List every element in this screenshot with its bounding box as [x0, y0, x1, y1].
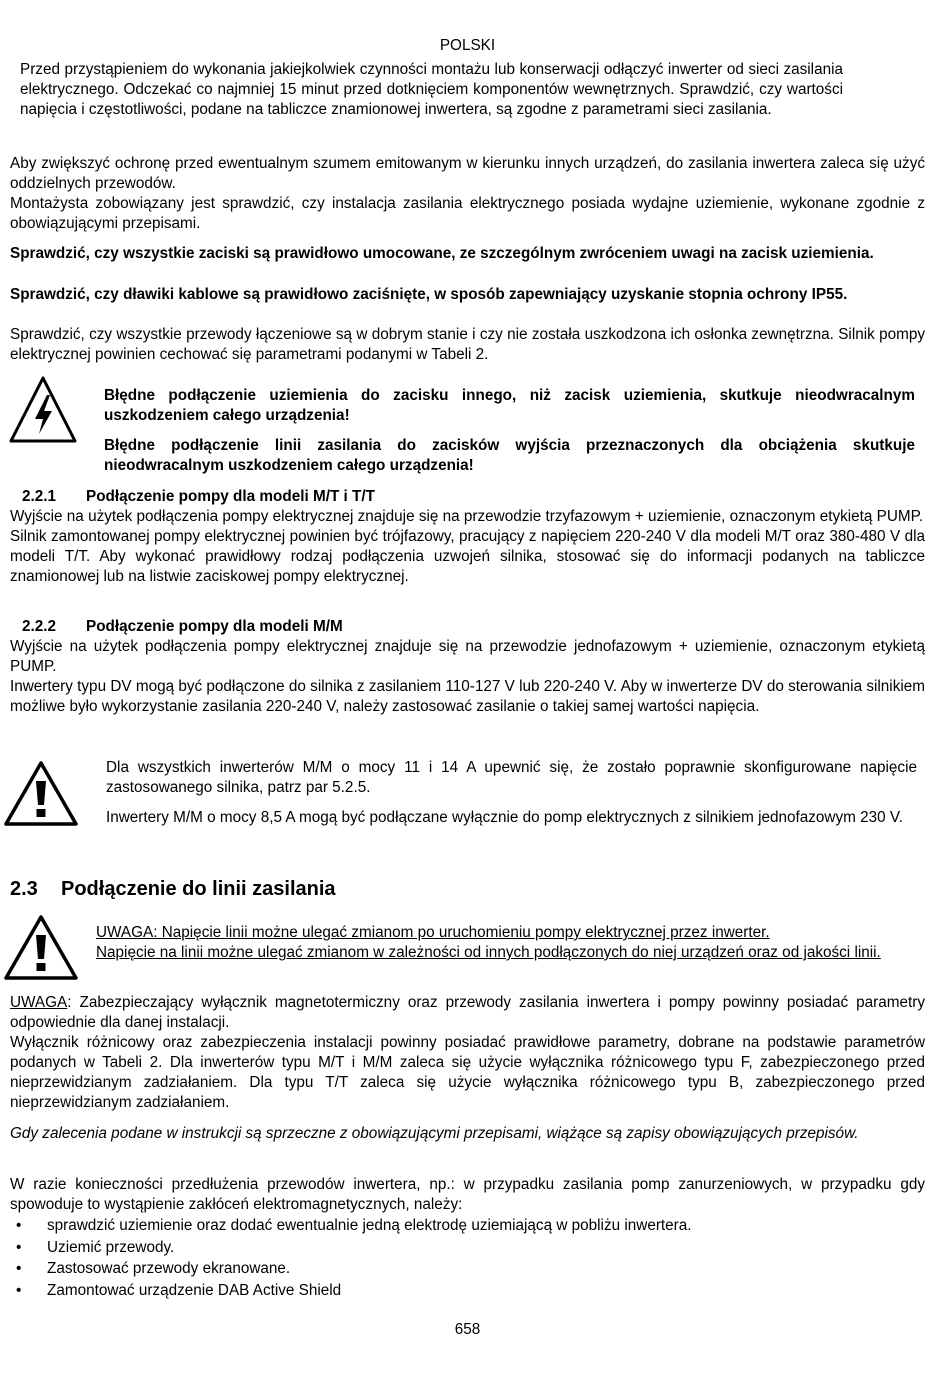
- list-item: • Uziemić przewody.: [10, 1237, 925, 1259]
- warning-icon: [3, 758, 79, 828]
- page-header-language: POLSKI: [439, 37, 496, 54]
- warning-1-text-1: Dla wszystkich inwerterów M/M o mocy 11 i 14 A upewnić się, że zostało poprawnie skonfigurowane napięcie zastosowanego silnika, patrz par 5.2.5.: [106, 759, 917, 796]
- grounding-text: Montażysta zobowiązany jest sprawdzić, czy instalacja zasilania elektrycznego posiada wydajne uziemienie, wykonane zgodnie z obowiązującymi przepisami.: [10, 195, 925, 232]
- extension-bullet-list: [10, 1215, 925, 1301]
- page-number: 658: [454, 1321, 481, 1338]
- bullet-icon: •: [16, 1281, 22, 1299]
- list-item: • Zastosować przewody ekranowane.: [10, 1258, 925, 1280]
- warning-icon: [3, 912, 79, 982]
- section-title-2-3: Podłączenie do linii zasilania: [61, 878, 336, 900]
- intro-paragraph: Przed przystąpieniem do wykonania jakiejkolwiek czynności montażu lub konserwacji odłączyć inwerter od sieci zasilania elektrycznego. Odczekać co najmniej 15 minut przed dotknięciem komponentów wewnętrznych. Sprawdzić, czy wartości napięcia i częstotliwości, podane na tabliczce znamionowej inwertera, są zgodne z parametrami sieci zasilania.: [20, 61, 843, 118]
- noise-text: Aby zwiększyć ochronę przed ewentualnym szumem emitowanym w kierunku innych urządzeń, do zasilania inwertera zaleca się użyć oddzielnych przewodów.: [10, 155, 925, 192]
- bold-terminal-check: Sprawdzić, czy wszystkie zaciski są prawidłowo umocowane, ze szczególnym zwróceniem uwagi na zacisk uziemienia.: [10, 245, 874, 262]
- bullet-icon: •: [16, 1238, 22, 1256]
- single-phase-output-text: Wyjście na użytek podłączenia pompy elektrycznej znajduje się na przewodzie jednofazowym + uziemienie, oznaczonym etykietą PUMP.: [10, 638, 925, 675]
- section-2-2-2-body: [10, 637, 925, 717]
- section-number-2-2-1: 2.2.1: [22, 488, 57, 505]
- dv-inverter-text: Inwertery typu DV mogą być podłączone do silnika z zasilaniem 110-127 V lub 220-240 V. Aby w inwerterze DV do sterowania silnikiem możliwe było wykorzystanie zasilania 220-240 V, należy zastosować zasilanie o takiej samej wartości napięcia.: [10, 678, 925, 715]
- electric-warning-text-1: Błędne podłączenie uziemienia do zacisku innego, niż zacisk uziemienia, skutkuje nieodwracalnym uszkodzeniem całego urządzenia!: [104, 387, 915, 424]
- bullet-icon: •: [16, 1217, 22, 1234]
- warning-2-text-1: UWAGA: Napięcie linii możne ulegać zmianom po uruchomieniu pompy elektrycznej przez inwerter.: [96, 924, 770, 941]
- three-phase-motor-text: Silnik zamontowanej pompy elektrycznej powinien być trójfazowy, pracujący z napięciem 220-240 V dla modeli M/T oraz 380-480 V dla modeli T/T. Aby wykonać prawidłowy rodzaj podłączenia uzwojeń silnika, stosować się do informacji podanych na tabliczce znamionowej lub na listwie zaciskowej pompy elektrycznej.: [10, 528, 925, 585]
- section-title-2-2-1: Podłączenie pompy dla modeli M/T i T/T: [86, 488, 375, 505]
- bold-cable-gland-check: Sprawdzić, czy dławiki kablowe są prawidłowo zaciśnięte, w sposób zapewniający uzyskanie stopnia ochrony IP55.: [10, 286, 848, 303]
- regulations-note: Gdy zalecenia podane w instrukcji są sprzeczne z obowiązującymi przepisami, wiążące są zapisy obowiązujących przepisów.: [10, 1125, 859, 1142]
- bullet-icon: •: [16, 1260, 22, 1277]
- list-item: • sprawdzić uziemienie oraz dodać ewentualnie jedną elektrodę uziemiającą w pobliżu inwertera.: [10, 1215, 925, 1237]
- uwaga-paragraph: [10, 993, 925, 1033]
- electric-hazard-icon: [8, 375, 78, 445]
- electric-warning-text-2: Błędne podłączenie linii zasilania do zacisków wyjścia przeznaczonych dla obciążenia skutkuje nieodwracalnym uszkodzeniem całego urządzenia!: [104, 437, 915, 474]
- noise-paragraph: [10, 154, 925, 234]
- warning-1-text-2: Inwertery M/M o mocy 8,5 A mogą być podłączane wyłącznie do pomp elektrycznych z silnikiem jednofazowym 230 V.: [106, 809, 903, 826]
- section-2-2-1-body: [10, 507, 925, 587]
- section-number-2-2-2: 2.2.2: [22, 618, 57, 635]
- warning-2-text-2: Napięcie na linii możne ulegać zmianom w zależności od innych podłączonych do niej urządzeń oraz od jakości linii.: [96, 944, 881, 961]
- extension-paragraph: W razie konieczności przedłużenia przewodów inwertera, np.: w przypadku zasilania pomp zanurzeniowych, w przypadku gdy spowoduje to wystąpienie zakłóceń elektromagnetycznych, należy:: [10, 1176, 925, 1213]
- pump-output-text: Wyjście na użytek podłączenia pompy elektrycznej znajduje się na przewodzie trzyfazowym + uziemienie, oznaczonym etykietą PUMP.: [10, 508, 924, 525]
- cables-paragraph: Sprawdzić, czy wszystkie przewody łączeniowe są w dobrym stanie i czy nie została uszkodzona ich osłonka zewnętrzna. Silnik pompy elektrycznej powinien cechować się parametrami podanymi w Tabeli 2.: [10, 326, 925, 363]
- section-number-2-3: 2.3: [10, 878, 38, 900]
- uwaga-text: : Zabezpieczający wyłącznik magnetotermiczny oraz przewody zasilania inwertera i pompy powinny posiadać parametry odpowiednie dla danej instalacji.: [10, 994, 925, 1031]
- differential-switch-paragraph: Wyłącznik różnicowy oraz zabezpieczenia instalacji powinny posiadać prawidłowe parametry, dobrane na podstawie parametrów podanych w Tabeli 2. Dla inwerterów typu M/T i M/M zaleca się użycie wyłącznika różnicowego typu F, zabezpieczonego przed nieprzewidzianym zadziałaniem. Dla typu T/T zaleca się użycie wyłącznika różnicowego typu B, zabezpieczonego przed nieprzewidzianym zadziałaniem.: [10, 1034, 925, 1111]
- uwaga-label: UWAGA: [10, 994, 68, 1011]
- list-item: • Zamontować urządzenie DAB Active Shield: [10, 1280, 925, 1302]
- section-title-2-2-2: Podłączenie pompy dla modeli M/M: [86, 618, 343, 635]
